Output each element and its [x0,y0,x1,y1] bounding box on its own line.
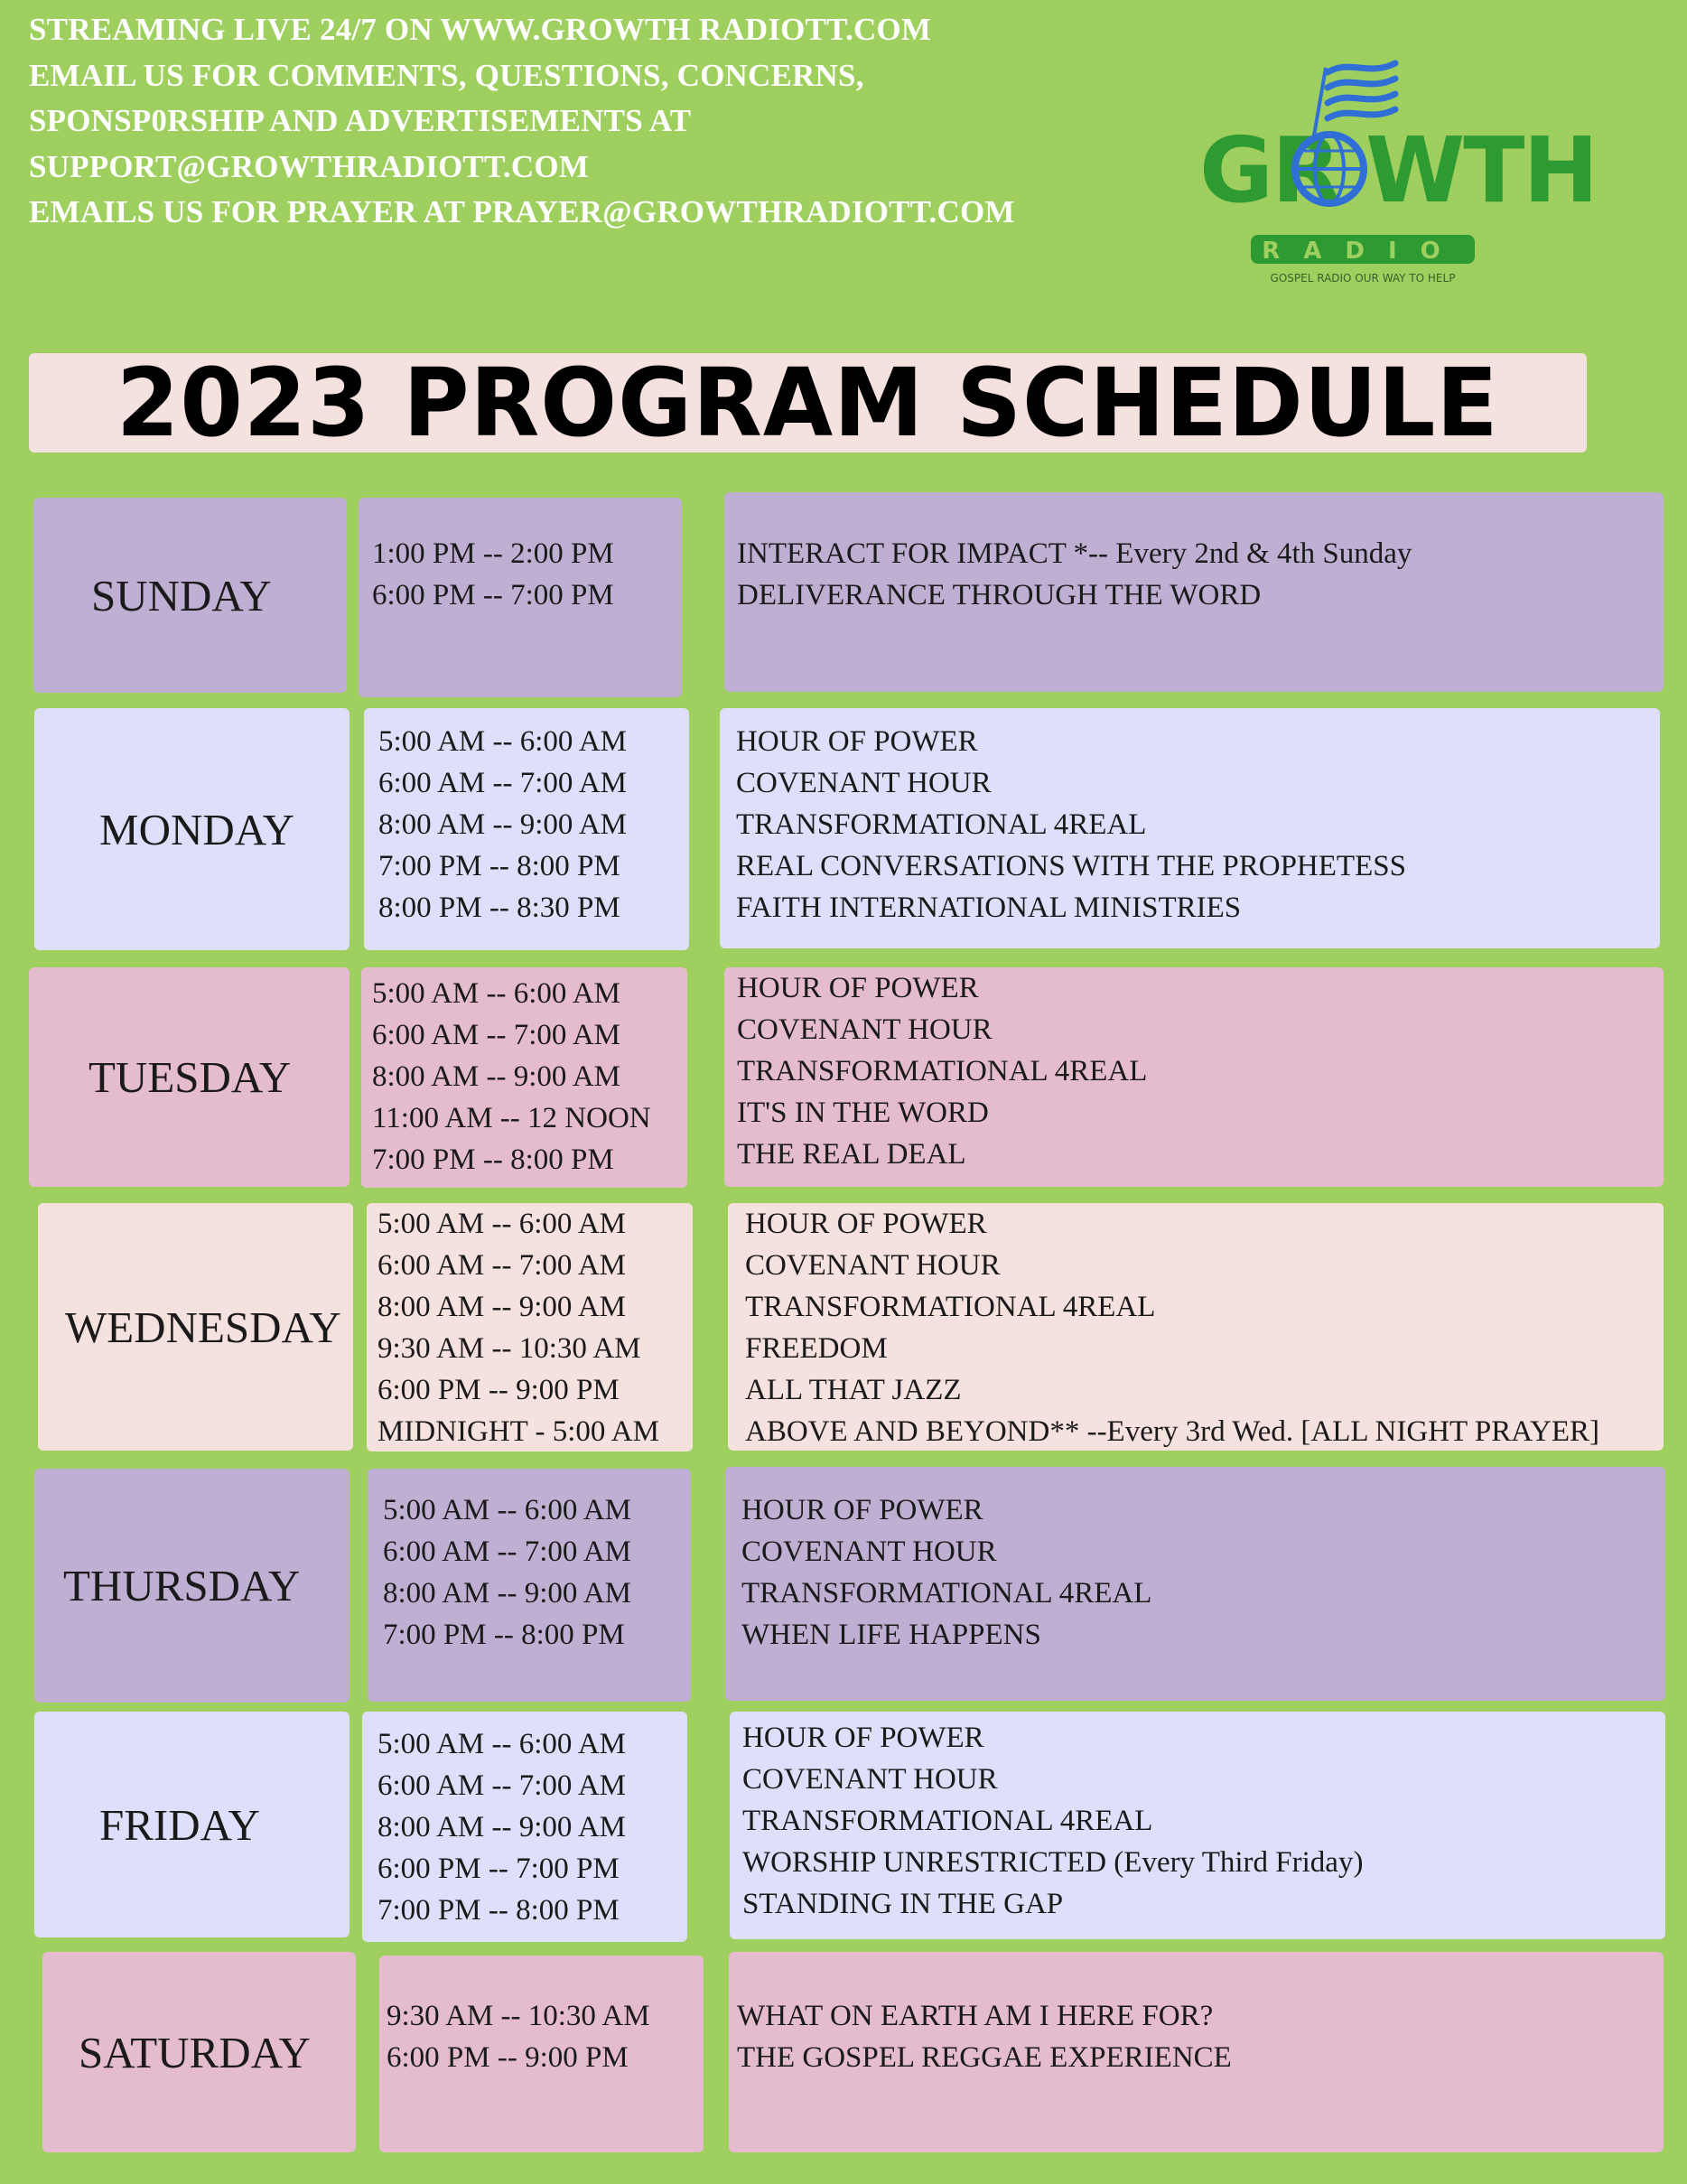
page-title: 2023 PROGRAM SCHEDULE [117,348,1499,458]
shows-friday [730,1712,1665,1939]
prayer-email-line: EMAILS US FOR PRAYER AT PRAYER@GROWTHRADIOTT.COM [29,194,1015,229]
times-sunday [359,498,682,697]
program-title: ALL THAT JAZZ [745,1374,962,1406]
program-title: WHEN LIFE HAPPENS [741,1619,1041,1651]
day-name: WEDNESDAY [65,1302,341,1352]
time-slot: 6:00 PM -- 9:00 PM [377,1374,620,1406]
program-title: HOUR OF POWER [745,1208,987,1240]
program-title: STANDING IN THE GAP [742,1888,1064,1920]
day-label-wednesday [38,1203,353,1451]
shows-saturday [729,1952,1664,2152]
program-title: HOUR OF POWER [736,725,978,758]
program-title: ABOVE AND BEYOND** --Every 3rd Wed. [ALL NIGHT PRAYER] [745,1415,1600,1448]
program-title: COVENANT HOUR [741,1535,997,1568]
time-slot: 6:00 AM -- 7:00 AM [377,1249,627,1282]
email-comments-line: EMAIL US FOR COMMENTS, QUESTIONS, CONCERNS, [29,57,864,93]
times-thursday [368,1469,691,1702]
time-slot: 7:00 PM -- 8:00 PM [372,1143,614,1176]
sponsorship-line: SPONSP0RSHIP AND ADVERTISEMENTS AT [29,103,692,138]
title-banner [29,348,1587,458]
day-label-friday [34,1712,350,1937]
time-slot: 6:00 AM -- 7:00 AM [372,1019,621,1051]
time-slot: 7:00 PM -- 8:00 PM [383,1619,625,1651]
time-slot: 8:00 PM -- 8:30 PM [378,891,620,924]
wave-flag-icon [1328,63,1395,118]
program-title: THE REAL DEAL [737,1138,966,1171]
day-name: FRIDAY [99,1799,260,1850]
times-friday [362,1712,687,1942]
logo-brand-left: GR [1199,117,1340,223]
support-email-line: SUPPORT@GROWTHRADIOTT.COM [29,148,590,184]
growth-radio-logo [1192,50,1598,294]
shows-thursday [725,1467,1665,1701]
day-label-thursday [34,1469,350,1703]
times-saturday [379,1955,704,2152]
time-slot: 7:00 PM -- 8:00 PM [377,1894,620,1927]
time-slot: 9:30 AM -- 10:30 AM [377,1332,641,1365]
day-name: SUNDAY [91,570,272,621]
program-title: HOUR OF POWER [737,972,979,1004]
program-title: TRANSFORMATIONAL 4REAL [737,1055,1148,1087]
time-slot: 6:00 PM -- 9:00 PM [387,2041,629,2074]
shows-wednesday [728,1203,1664,1451]
program-title: COVENANT HOUR [742,1763,998,1796]
time-slot: MIDNIGHT - 5:00 AM [377,1415,659,1448]
day-name: TUESDAY [89,1052,292,1102]
program-title: REAL CONVERSATIONS WITH THE PROPHETESS [736,850,1406,882]
logo-brand-right: WTH [1365,117,1598,223]
time-slot: 8:00 AM -- 9:00 AM [378,808,628,841]
shows-sunday [724,492,1664,692]
time-slot: 6:00 AM -- 7:00 AM [378,767,628,799]
times-tuesday [361,967,687,1188]
program-title: WORSHIP UNRESTRICTED (Every Third Friday) [742,1846,1364,1879]
time-slot: 8:00 AM -- 9:00 AM [377,1291,627,1323]
time-slot: 1:00 PM -- 2:00 PM [372,537,614,570]
program-title: FREEDOM [745,1332,888,1365]
shows-tuesday [724,967,1664,1187]
day-name: THURSDAY [63,1561,301,1610]
day-label-sunday [33,498,347,693]
times-monday [364,708,689,950]
time-slot: 6:00 AM -- 7:00 AM [377,1769,627,1802]
time-slot: 6:00 PM -- 7:00 PM [372,579,614,611]
program-title: HOUR OF POWER [741,1494,983,1526]
logo-radio-label: RADIO [1262,238,1464,265]
program-title: INTERACT FOR IMPACT *-- Every 2nd & 4th Sunday [737,537,1412,570]
logo-tagline: GOSPEL RADIO OUR WAY TO HELP [1270,272,1456,285]
program-title: DELIVERANCE THROUGH THE WORD [737,579,1262,611]
time-slot: 8:00 AM -- 9:00 AM [383,1577,632,1610]
time-slot: 6:00 PM -- 7:00 PM [377,1853,620,1885]
program-title: COVENANT HOUR [736,767,992,799]
day-label-monday [34,708,350,950]
program-title: COVENANT HOUR [745,1249,1001,1282]
program-title: TRANSFORMATIONAL 4REAL [741,1577,1152,1610]
program-title: TRANSFORMATIONAL 4REAL [742,1805,1153,1837]
program-title: COVENANT HOUR [737,1013,993,1046]
streaming-line: STREAMING LIVE 24/7 ON WWW.GROWTH RADIOTT.COM [29,12,932,47]
program-title: TRANSFORMATIONAL 4REAL [736,808,1147,841]
program-title: HOUR OF POWER [742,1722,984,1754]
time-slot: 5:00 AM -- 6:00 AM [383,1494,632,1526]
time-slot: 5:00 AM -- 6:00 AM [372,977,621,1010]
times-wednesday [367,1203,693,1451]
time-slot: 5:00 AM -- 6:00 AM [378,725,628,758]
day-name: MONDAY [99,804,295,854]
shows-monday [720,708,1660,948]
program-title: TRANSFORMATIONAL 4REAL [745,1291,1156,1323]
program-title: FAITH INTERNATIONAL MINISTRIES [736,891,1242,924]
day-label-saturday [42,1952,356,2152]
time-slot: 11:00 AM -- 12 NOON [372,1102,651,1134]
program-title: WHAT ON EARTH AM I HERE FOR? [737,2000,1214,2032]
time-slot: 6:00 AM -- 7:00 AM [383,1535,632,1568]
time-slot: 8:00 AM -- 9:00 AM [372,1060,621,1093]
time-slot: 7:00 PM -- 8:00 PM [378,850,620,882]
time-slot: 5:00 AM -- 6:00 AM [377,1208,627,1240]
time-slot: 5:00 AM -- 6:00 AM [377,1728,627,1760]
day-name: SATURDAY [79,2027,311,2077]
contact-info [29,7,1015,236]
time-slot: 8:00 AM -- 9:00 AM [377,1811,627,1843]
time-slot: 9:30 AM -- 10:30 AM [387,2000,650,2032]
program-title: THE GOSPEL REGGAE EXPERIENCE [737,2041,1232,2074]
program-title: IT'S IN THE WORD [737,1097,989,1129]
day-label-tuesday [29,967,350,1187]
